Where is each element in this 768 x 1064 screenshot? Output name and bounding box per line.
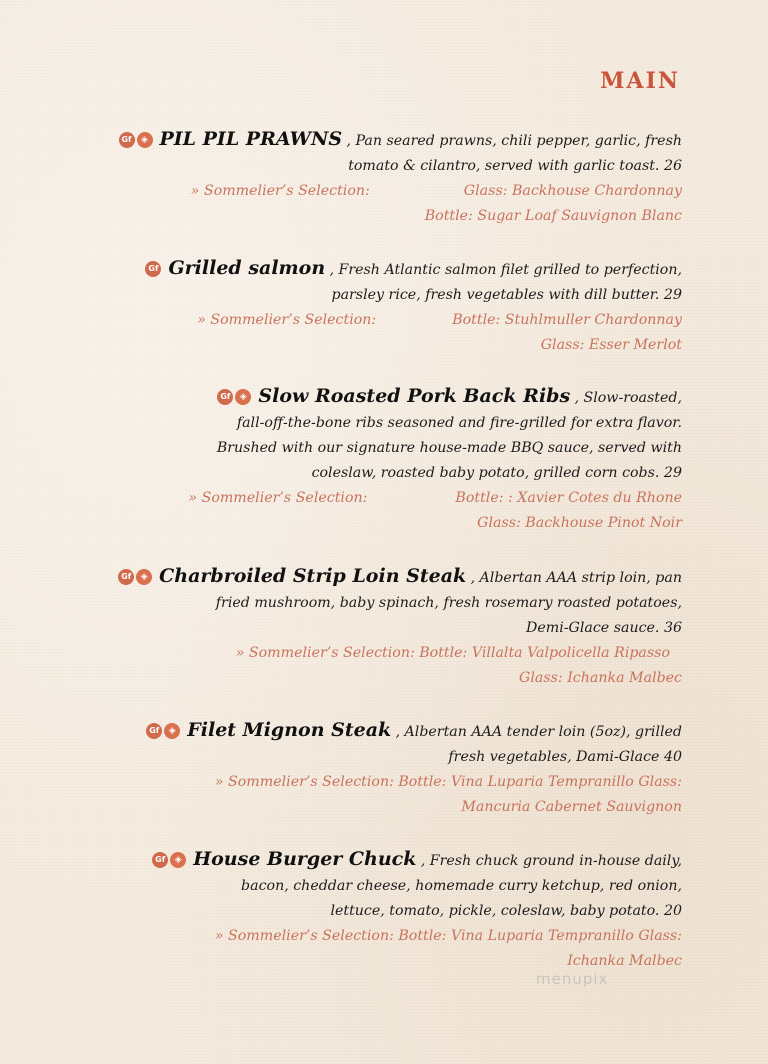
wine-pairing: Mancuria Cabernet Sauvignon (461, 799, 682, 815)
item-description: lettuce, tomato, pickle, coleslaw, baby potato. 20 (330, 903, 682, 919)
item-name: Slow Roasted Pork Back Ribs (258, 385, 571, 407)
item-name: Filet Mignon Steak (187, 719, 392, 741)
gluten-free-icon: Gf (118, 569, 134, 585)
sommelier-selection: » Sommelier’s Selection: Bottle: Vina Luparia Tempranillo Glass: (214, 928, 682, 944)
section-title: MAIN (600, 68, 680, 94)
item-name: PIL PIL PRAWNS (159, 128, 343, 150)
diet-icons (217, 385, 253, 410)
item-description: parsley rice, fresh vegetables with dill butter. 29 (331, 287, 682, 303)
vegetarian-icon: ◈ (235, 389, 251, 405)
diet-icons (119, 128, 155, 153)
menu-item (188, 384, 682, 536)
vegetarian-icon: ◈ (164, 723, 180, 739)
item-name: Charbroiled Strip Loin Steak (159, 565, 467, 587)
sommelier-label: » Sommelier’s Selection: (188, 490, 368, 506)
item-description: Brushed with our signature house-made BBQ sauce, served with (216, 440, 682, 456)
menu-item (145, 256, 682, 358)
item-description: Albertan AAA strip loin, pan (479, 570, 682, 586)
item-description: Fresh chuck ground in-house daily, (429, 853, 682, 869)
item-title-line: Gf Grilled salmon , Fresh Atlantic salmon filet grilled to perfection, (145, 256, 682, 283)
gluten-free-icon: Gf (119, 132, 135, 148)
menu-item (152, 847, 682, 974)
item-description: Fresh Atlantic salmon filet grilled to perfection, (338, 262, 682, 278)
sommelier-label: » Sommelier’s Selection: (190, 183, 370, 199)
item-name: House Burger Chuck (193, 848, 417, 870)
menu-item (118, 564, 682, 691)
diet-icons (152, 848, 188, 873)
item-title-line: Gf ◈ Slow Roasted Pork Back Ribs , Slow-roasted, (188, 384, 682, 411)
vegetarian-icon: ◈ (170, 852, 186, 868)
diet-icons (146, 719, 182, 744)
item-name: Grilled salmon (168, 257, 326, 279)
item-title-line: Gf ◈ PIL PIL PRAWNS , Pan seared prawns, chili pepper, garlic, fresh (119, 127, 683, 154)
diet-icons (118, 565, 154, 590)
item-title-line: Gf ◈ House Burger Chuck , Fresh chuck ground in-house daily, (152, 847, 682, 874)
wine-pairing: Glass: Backhouse Chardonnay (463, 183, 682, 199)
gluten-free-icon: Gf (217, 389, 233, 405)
item-description: Demi-Glace sauce. 36 (525, 620, 682, 636)
sommelier-selection (119, 179, 683, 204)
wine-pairing: Ichanka Malbec (567, 953, 682, 969)
gluten-free-icon: Gf (146, 723, 162, 739)
menu-item (146, 718, 682, 820)
sommelier-selection (145, 308, 682, 333)
diet-icons (145, 257, 163, 282)
item-description: Albertan AAA tender loin (5oz), grilled (404, 724, 682, 740)
sommelier-label: » Sommelier’s Selection: (197, 312, 377, 328)
vegetarian-icon: ◈ (136, 569, 152, 585)
vegetarian-icon: ◈ (137, 132, 153, 148)
sommelier-selection (188, 486, 682, 511)
item-description: fresh vegetables, Dami-Glace 40 (448, 749, 682, 765)
sommelier-selection: » Sommelier’s Selection: Bottle: Vina Luparia Tempranillo Glass: (214, 774, 682, 790)
item-description: bacon, cheddar cheese, homemade curry ketchup, red onion, (241, 878, 682, 894)
item-description: coleslaw, roasted baby potato, grilled corn cobs. 29 (311, 465, 682, 481)
wine-pairing: Bottle: Stuhlmuller Chardonnay (452, 312, 682, 328)
menu-item (119, 127, 683, 229)
wine-pairing: Bottle: Sugar Loaf Sauvignon Blanc (424, 208, 682, 224)
item-title-line: Gf ◈ Charbroiled Strip Loin Steak , Albertan AAA strip loin, pan (118, 564, 682, 591)
wine-pairing: Glass: Ichanka Malbec (519, 670, 682, 686)
item-description: fried mushroom, baby spinach, fresh rosemary roasted potatoes, (215, 595, 682, 611)
item-description: Pan seared prawns, chili pepper, garlic, fresh (355, 133, 682, 149)
item-description: tomato & cilantro, served with garlic toast. 26 (348, 158, 682, 174)
wine-pairing: Bottle: : Xavier Cotes du Rhone (455, 490, 682, 506)
item-description: fall-off-the-bone ribs seasoned and fire-grilled for extra flavor. (236, 415, 682, 431)
wine-pairing: Glass: Esser Merlot (540, 337, 682, 353)
gluten-free-icon: Gf (152, 852, 168, 868)
sommelier-selection: » Sommelier’s Selection: Bottle: Villalta Valpolicella Ripasso (235, 645, 670, 661)
wine-pairing: Glass: Backhouse Pinot Noir (477, 515, 682, 531)
item-title-line: Gf ◈ Filet Mignon Steak , Albertan AAA tender loin (5oz), grilled (146, 718, 682, 745)
item-description: Slow-roasted, (583, 390, 682, 406)
gluten-free-icon: Gf (145, 261, 161, 277)
watermark: menupix (536, 970, 609, 988)
